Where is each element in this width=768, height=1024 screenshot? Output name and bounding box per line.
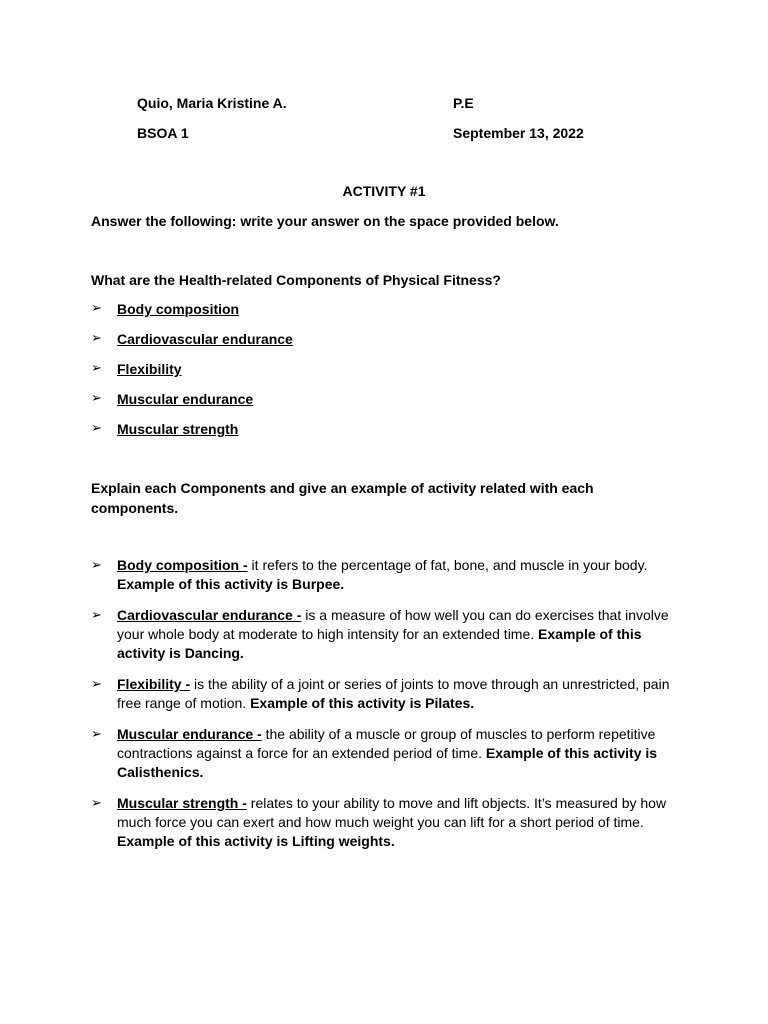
- question-1: What are the Health-related Components of Physical Fitness?: [91, 272, 501, 288]
- definition-term: Cardiovascular endurance -: [117, 607, 302, 623]
- arrow-bullet-icon: ➢: [91, 796, 102, 811]
- list-item: [91, 329, 293, 359]
- list-item: [91, 359, 293, 389]
- definition-term: Flexibility -: [117, 676, 191, 692]
- list-item: [91, 675, 681, 713]
- course: BSOA 1: [137, 125, 189, 141]
- arrow-bullet-icon: ➢: [91, 677, 102, 692]
- question-2: Explain each Components and give an example of activity related with each components.: [91, 480, 594, 516]
- list-item: [91, 606, 681, 663]
- list-item: [91, 556, 681, 594]
- definition-text: it refers to the percentage of fat, bone, and muscle in your body.: [247, 557, 648, 573]
- page-title: ACTIVITY #1: [342, 183, 426, 199]
- component-label: Flexibility: [117, 361, 182, 377]
- date: September 13, 2022: [453, 125, 584, 141]
- definition-example: Example of this activity is Lifting weights.: [117, 833, 395, 849]
- list-item: [91, 389, 293, 419]
- arrow-bullet-icon: ➢: [91, 301, 102, 316]
- component-label: Cardiovascular endurance: [117, 331, 293, 347]
- definition-example: Example of this activity is Burpee.: [117, 576, 345, 592]
- component-label: Muscular endurance: [117, 391, 254, 407]
- definition-term: Muscular endurance -: [117, 726, 262, 742]
- component-label: Muscular strength: [117, 421, 239, 437]
- component-label: Body composition: [117, 301, 240, 317]
- definition-text: the ability of a muscle or group of muscles to perform repetitive contractions against a force for an extended period of time.: [117, 726, 656, 761]
- definition-text: is a measure of how well you can do exercises that involve your whole body at moderate to high intensity for an extended time.: [117, 607, 669, 642]
- instruction-text: Answer the following: write your answer on the space provided below.: [91, 213, 559, 229]
- list-item: [91, 794, 681, 851]
- definition-text: is the ability of a joint or series of joints to move through an unrestricted, pain free range of motion.: [117, 676, 670, 711]
- arrow-bullet-icon: ➢: [91, 331, 102, 346]
- list-item: [91, 419, 293, 449]
- subject: P.E: [453, 95, 474, 111]
- definition-example: Example of this activity is Calisthenics.: [117, 745, 658, 780]
- definitions-list: [91, 556, 681, 863]
- student-name: Quio, Maria Kristine A.: [137, 95, 287, 111]
- list-item: [91, 299, 293, 329]
- definition-term: Body composition -: [117, 557, 248, 573]
- components-list: [91, 299, 293, 449]
- arrow-bullet-icon: ➢: [91, 421, 102, 436]
- definition-example: Example of this activity is Dancing.: [117, 626, 642, 661]
- arrow-bullet-icon: ➢: [91, 558, 102, 573]
- arrow-bullet-icon: ➢: [91, 727, 102, 742]
- definition-term: Muscular strength -: [117, 795, 247, 811]
- arrow-bullet-icon: ➢: [91, 608, 102, 623]
- list-item: [91, 725, 681, 782]
- arrow-bullet-icon: ➢: [91, 361, 102, 376]
- definition-example: Example of this activity is Pilates.: [250, 695, 475, 711]
- definition-text: relates to your ability to move and lift objects. It’s measured by how much force you can exert and how much weight you can lift for a short period of time.: [117, 795, 667, 830]
- arrow-bullet-icon: ➢: [91, 391, 102, 406]
